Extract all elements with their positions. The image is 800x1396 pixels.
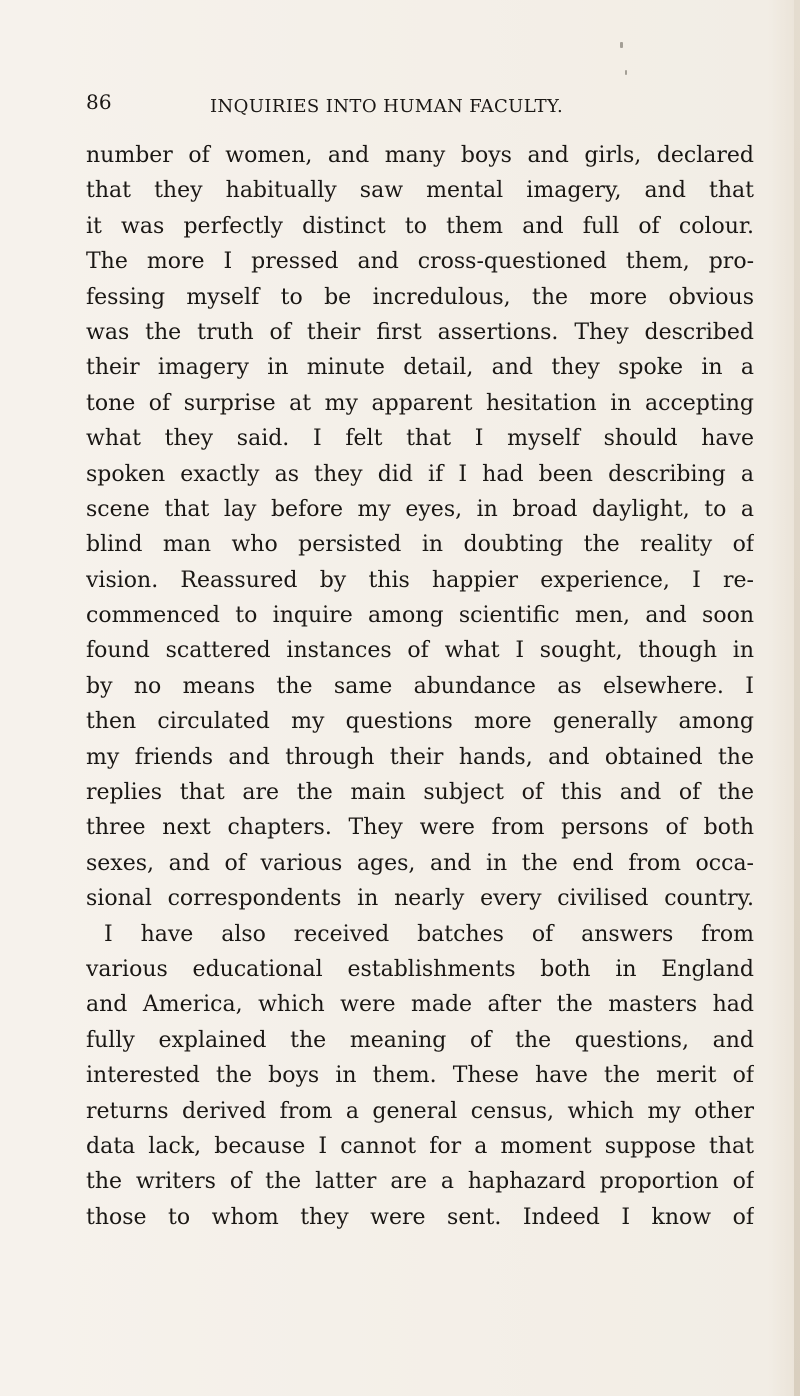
text-line: fully explained the meaning of the questions, and (86, 1027, 754, 1053)
text-line: various educational establishments both in England (86, 956, 754, 982)
text-line: sional correspondents in nearly every civilised country. (86, 886, 754, 912)
text-line: those to whom they were sent. Indeed I know of (86, 1204, 754, 1230)
text-line: the writers of the latter are a haphazard proportion of (86, 1169, 754, 1195)
ink-speck (625, 70, 627, 75)
text-line: found scattered instances of what I sought, though in (86, 638, 754, 664)
text-line: by no means the same abundance as elsewhere. I (86, 673, 754, 699)
text-line: I have also received batches of answers from (104, 921, 754, 947)
page-edge-shadow (794, 0, 800, 1396)
text-line: returns derived from a general census, which my other (86, 1098, 754, 1124)
text-line: and America, which were made after the masters had (86, 992, 754, 1018)
page-number: 86 (86, 90, 112, 114)
text-line: three next chapters. They were from persons of both (86, 815, 754, 841)
page-header (86, 90, 786, 130)
text-line: tone of surprise at my apparent hesitation in accepting (86, 390, 754, 416)
text-line: blind man who persisted in doubting the reality of (86, 532, 754, 558)
text-line: fessing myself to be incredulous, the more obvious (86, 284, 754, 310)
text-line: sexes, and of various ages, and in the end from occa- (86, 850, 754, 876)
text-line: their imagery in minute detail, and they spoke in a (86, 355, 754, 381)
text-line: data lack, because I cannot for a moment suppose that (86, 1133, 754, 1159)
body-text (86, 138, 754, 1235)
text-line: was the truth of their first assertions. They described (86, 319, 754, 345)
text-line: spoken exactly as they did if I had been describing a (86, 461, 754, 487)
text-line: what they said. I felt that I myself should have (86, 426, 754, 452)
running-head: INQUIRIES INTO HUMAN FACULTY. (210, 96, 564, 117)
text-line: that they habitually saw mental imagery, and that (86, 178, 754, 204)
text-line: vision. Reassured by this happier experience, I re- (86, 567, 754, 593)
text-line: my friends and through their hands, and obtained the (86, 744, 754, 770)
text-line: number of women, and many boys and girls, declared (86, 143, 754, 168)
ink-speck (620, 42, 623, 48)
text-line: replies that are the main subject of this and of the (86, 780, 754, 806)
text-line: scene that lay before my eyes, in broad daylight, to a (86, 496, 754, 522)
text-line: commenced to inquire among scientific men, and soon (86, 603, 754, 629)
text-line: then circulated my questions more generally among (86, 709, 754, 735)
text-line: The more I pressed and cross-questioned them, pro- (86, 249, 754, 275)
text-line: interested the boys in them. These have the merit of (86, 1063, 754, 1089)
text-line: it was perfectly distinct to them and full of colour. (86, 213, 754, 239)
